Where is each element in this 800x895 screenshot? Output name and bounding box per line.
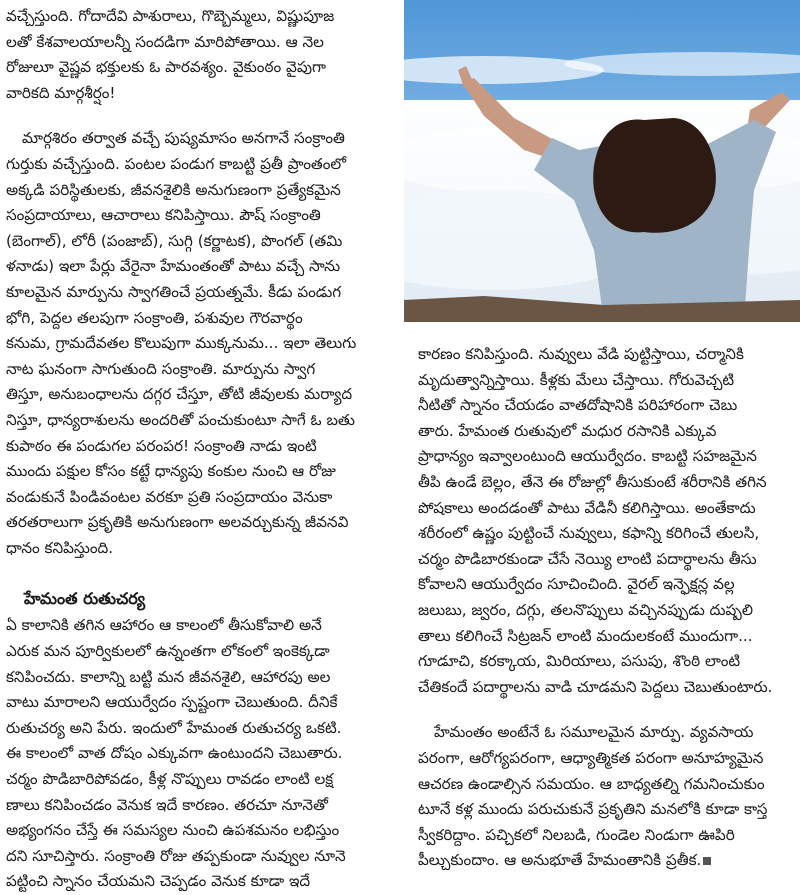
- text-line: ప్రాధాన్యం ఇవ్వాలంటుంది ఆయుర్వేదం. కాబట్టి సహజమైన: [418, 447, 757, 466]
- text-line: భోగి, పెద్దల తలపుగా సంక్రాంతి, పశువుల గౌరవార్థం: [6, 308, 303, 327]
- text-line: సంప్రదాయాలు, ఆచారాలు కనిపిస్తాయి. పౌష్ సంక్రాంతి: [6, 206, 321, 225]
- text-line: ఆచరణ ఉండాల్సిన సమయం. ఆ బాధ్యతల్ని గమనించుకుం: [418, 774, 765, 793]
- text-line: అక్కడి పరిస్థితులకు, జీవనశైలికి అనుగుణంగా ప్రత్యేకమైన: [6, 180, 341, 199]
- right-paragraph-1: [418, 342, 796, 700]
- text-line: గుర్తుకు వచ్చేస్తుంది. పంటల పండుగ కాబట్టి ప్రతీ ప్రాంతంలో: [6, 154, 347, 173]
- text-line: తారు. హేమంత రుతువులో మధుర రసానికి ఎక్కువ: [418, 421, 717, 440]
- text-line: రోజులూ వైష్ణవ భక్తులకు ఓ పారవశ్యం. వైకుంఠం వైపుగా: [6, 58, 326, 77]
- text-line: గూడూచి, కరక్కాయ, మిరియాలు, పసుపు, శొంఠి లాంటి: [418, 652, 741, 671]
- text-line: ణాలు కనిపించడం వెనుక ఇదే కారణం. తరచూ నూనెతో: [6, 795, 328, 814]
- text-line: కోవాలని ఆయుర్వేదం సూచించింది. వైరల్ ఇన్ఫెక్షన్ల వల్ల: [418, 575, 735, 594]
- hair: [593, 118, 716, 233]
- text-line: నిస్తూ, ధాన్యరాశులను అందరితో పంచుకుంటూ సాగే ఓ బతు: [6, 410, 355, 429]
- text-line: ఎరుక మన పూర్వికులలో ఉన్నంతగా లోకంలో ఇంకెక్కడా: [6, 642, 330, 661]
- text-line: ముందు పక్షుల కోసం కట్టే ధాన్యపు కంకుల నుంచి ఆ రోజు: [6, 462, 336, 481]
- text-line: ఈ కాలంలో వాత దోషం ఎక్కువగా ఉంటుందని చెబుతారు.: [6, 744, 343, 763]
- text-line: ళనాడు) ఇలా పేర్లు వేరైనా హేమంతంతో పాటు వచ్చే సాను: [6, 257, 341, 276]
- text-line: అభ్యంగనం చేస్తే ఈ సమస్యల నుంచి ఉపశమనం లభిస్తుం: [6, 821, 340, 840]
- text-line: రుతుచర్య అని పేరు. ఇందులో హేమంత రుతుచర్య ఒకటి.: [6, 718, 342, 737]
- text-line: మృదుత్వాన్నిస్తాయి. కీళ్లకు మేలు చేస్తాయి. గోరువెచ్చటి: [418, 370, 735, 389]
- text-line: చేతికందే పదార్థాలను వాడి చూడమని పెద్దలు చెబుతుంటారు.: [418, 677, 773, 696]
- text-line: వండుకునే పిండివంటల వరకూ ప్రతి సంప్రదాయం వెనుకా: [6, 487, 333, 506]
- text-line: తిస్తూ, అనుబంధాలను దగ్గర చేస్తూ, తోటి జీవులకు మర్యాద: [6, 385, 353, 404]
- left-paragraph-1: [6, 4, 398, 106]
- text-line: పరంగా, ఆరోగ్యపరంగా, ఆధ్యాత్మికత పరంగా అనూహ్యమైన: [418, 748, 764, 767]
- text-line: లతో కేశవాలయాలన్నీ సందడిగా మారిపోతాయి. ఆ నెల: [6, 32, 324, 51]
- left-paragraph-3: [6, 613, 398, 895]
- text-line: హేమంతం అంటేనే ఓ సమూలమైన మార్పు. వ్యవసాయ: [434, 723, 754, 742]
- text-line: ధానం కనిపిస్తుంది.: [6, 538, 114, 557]
- text-line: వాటు మారాలని ఆయుర్వేదం స్పష్టంగా చెబుతుంది. దీనికే: [6, 693, 338, 712]
- text-line: ఏ కాలానికి తగిన ఆహారం ఆ కాలంలో తీసుకోవాలి అనే: [6, 616, 322, 635]
- text-line: టూనే కళ్ల ముందు పరుచుకునే ప్రకృతిని మనలోకి కూడా కాస్త: [418, 800, 768, 819]
- text-line: కనిపించదు. కాలాన్ని బట్టి మన జీవనశైలి, ఆహారపు అల: [6, 667, 331, 686]
- text-line: కారణం కనిపిస్తుంది. నువ్వులు వేడి పుట్టిస్తాయి, చర్మానికి: [418, 345, 744, 363]
- right-column: [418, 342, 796, 874]
- text-line: చర్మం పొడిబారకుండా చేసే నెయ్యి లాంటి పదార్థాలను తీసు: [418, 549, 757, 568]
- left-paragraph-2: [6, 126, 398, 561]
- article-end-mark: [703, 857, 711, 865]
- text-line: శరీరంలో ఉష్ణం పుట్టించే నువ్వులు, కఫాన్ని కరిగించే తులసి,: [418, 524, 760, 543]
- text-line: కనుమ, గ్రామదేవతల కొలుపుగా ముక్కనుమ... ఇలా తెలుగు: [6, 334, 357, 353]
- text-line: వచ్చేస్తుంది. గోదాదేవి పాశురాలు, గొబ్బెమ్మలు, విష్ణుపూజ: [6, 7, 335, 25]
- text-line: తాలు కలిగించే సిట్రజన్ లాంటి మందులకంటే ముందుగా...: [418, 626, 753, 645]
- text-line: కూలమైన మార్పును స్వాగతించే ప్రయత్నమే. కీడు పండుగ: [6, 282, 342, 301]
- text-line: పట్టించి స్నానం చేయమని చెప్పడం వెనుక కూడా ఇదే: [6, 872, 311, 891]
- article-photo: [404, 0, 800, 322]
- text-line: తరతరాలుగా ప్రకృతికి అనుగుణంగా అలవర్చుకున్న జీవనవి: [6, 513, 349, 532]
- text-line: పోషకాలు అందడంతో పాటు వేడినీ కలిగిస్తాయి. అంతేకాదు: [418, 498, 756, 517]
- text-line: స్వీకరిద్దాం. పచ్చికలో నిలబడి, గుండెల నిండుగా ఊపిరి: [418, 825, 735, 844]
- text-line: మార్గశిరం తర్వాత వచ్చే పుష్యమాసం అనగానే సంక్రాంతి: [22, 129, 345, 148]
- left-column: [6, 4, 398, 895]
- text-line: తీపి ఉండే బెల్లం, తేనె ఈ రోజుల్లో తీసుకుంటే శరీరానికి తగిన: [418, 472, 767, 491]
- text-line: పీల్చుకుందాం. ఆ అనుభూతే హేమంతానికి ప్రతీక.: [418, 848, 796, 874]
- text-line: నీటితో స్నానం చేయడం వాతదోషానికి పరిహారంగా చెబు: [418, 396, 738, 415]
- right-paragraph-2: [418, 720, 796, 874]
- section-heading: హేమంత రుతుచర్య: [24, 589, 146, 609]
- text-line: నాట ఘనంగా సాగుతుంది సంక్రాంతి. మార్పును స్వాగ: [6, 359, 316, 378]
- text-line: (బెంగాల్), లోరీ (పంజాబ్), సుగ్గి (కర్ణాటక), పొంగల్ (తమి: [6, 231, 343, 250]
- woman-above-clouds-photo: [404, 0, 800, 322]
- text-line: దని సూచిస్తారు. సంక్రాంతి రోజు తప్పకుండా నువ్వుల నూనె: [6, 846, 346, 865]
- text-line: చర్మం పొడిబారిపోవడం, కీళ్ల నొప్పులు రావడం లాంటి లక్ష: [6, 770, 334, 789]
- text-line: కుపాఠం ఈ పండుగల పరంపర! సంక్రాంతి నాడు ఇంటి: [6, 436, 317, 455]
- text-line: జలుబు, జ్వరం, దగ్గు, తలనొప్పులు వచ్చినప్పుడు దుష్పలి: [418, 600, 753, 619]
- text-line: వారికది మార్గశీర్షం!: [6, 83, 116, 102]
